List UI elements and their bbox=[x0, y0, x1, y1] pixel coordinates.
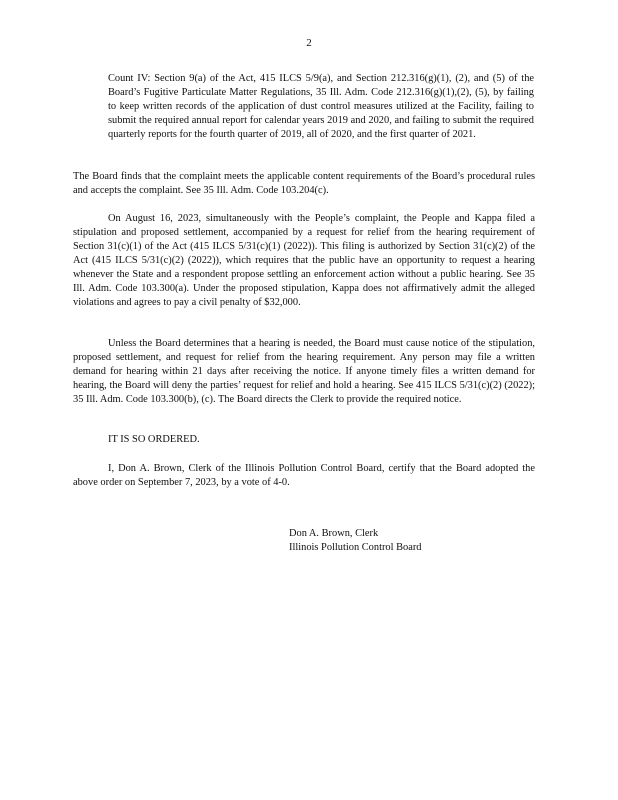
stipulation-paragraph bbox=[73, 212, 535, 310]
findings-paragraph bbox=[73, 170, 535, 198]
ordered-statement: IT IS SO ORDERED. bbox=[108, 434, 200, 445]
stipulation-text: On August 16, 2023, simultaneously with the People’s complaint, the People and Kappa filed a stipulation and proposed settlement, accompanied by a request for relief from the hearing requirement of Section 31(c)(1) of the Act (415 ILCS 5/31(c)(1) (2022)). This filing is authorized by Section 31(c)(2) of the Act (415 ILCS 5/31(c)(2) (2022)), which requires that the public have an opportunity to request a hearing whenever the State and a respondent propose settling an enforcement action without a public hearing. See 35 Ill. Adm. Code 103.300(a). Under the proposed stipulation, Kappa does not affirmatively admit the alleged violations and agrees to pay a civil penalty of $32,000. bbox=[73, 213, 535, 308]
signature-name: Don A. Brown, Clerk bbox=[289, 528, 379, 539]
notice-paragraph bbox=[73, 337, 535, 407]
certification-paragraph bbox=[73, 462, 535, 490]
page-number: 2 bbox=[306, 37, 312, 49]
signature-org: Illinois Pollution Control Board bbox=[289, 542, 422, 553]
notice-text: Unless the Board determines that a hearing is needed, the Board must cause notice of the stipulation, proposed settlement, and request for relief from the hearing requirement. Any person may file a written demand for hearing within 21 days after receiving the notice. If anyone timely files a written demand for hearing, the Board will deny the parties’ request for relief and hold a hearing. See 415 ILCS 5/31(c)(2) (2022); 35 Ill. Adm. Code 103.300(b), (c). The Board directs the Clerk to provide the required notice. bbox=[73, 338, 535, 405]
count-iv-paragraph bbox=[108, 72, 534, 142]
count-iv-text: Count IV: Section 9(a) of the Act, 415 ILCS 5/9(a), and Section 212.316(g)(1), (2), and (5) of the Board’s Fugitive Particulate Matter Regulations, 35 Ill. Adm. Code 212.316(g)(1),(2), (5), by failing to keep written records of the application of dust control measures utilized at the Facility, failing to submit the required annual report for calendar years 2019 and 2020, and failing to submit the required quarterly reports for the fourth quarter of 2019, all of 2020, and the first quarter of 2021. bbox=[108, 73, 534, 140]
findings-text: The Board finds that the complaint meets the applicable content requirements of the Board’s procedural rules and accepts the complaint. See 35 Ill. Adm. Code 103.204(c). bbox=[73, 171, 535, 196]
certification-text: I, Don A. Brown, Clerk of the Illinois Pollution Control Board, certify that the Board adopted the above order on September 7, 2023, by a vote of 4-0. bbox=[73, 463, 535, 488]
signature-block bbox=[289, 527, 422, 555]
